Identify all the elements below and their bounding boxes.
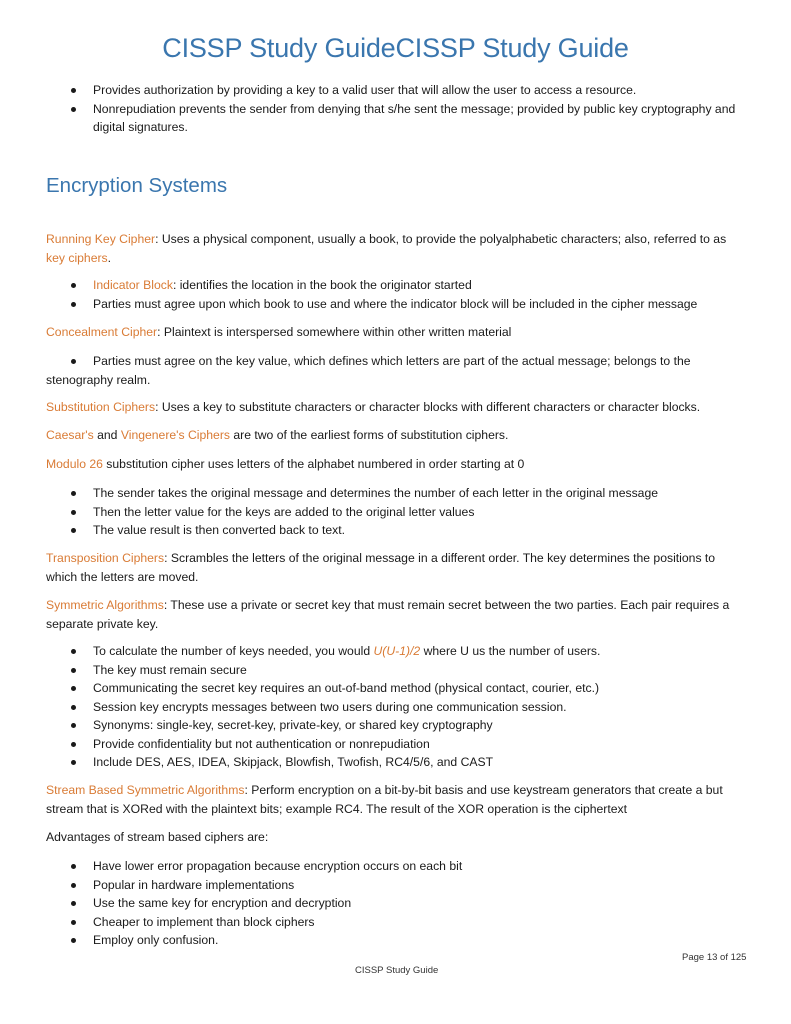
list-item: Provide confidentiality but not authentication or nonrepudiation [46,735,746,754]
concealment-paragraph [46,323,746,342]
page-title: CISSP Study GuideCISSP Study Guide [162,33,629,63]
term-vingeneres-ciphers: Vingenere's Ciphers [120,428,230,442]
list-item: Then the letter value for the keys are added to the original letter values [46,503,746,522]
formula-key-count: U(U-1)/2 [373,644,421,658]
paragraph-text: : Perform encryption on a bit-by-bit basis and use keystream generators that create a but stream that is XORed with the plaintext bits; example RC4. The result of the XOR operation is the ciphertext [46,783,723,816]
list-item: Session key encrypts messages between two users during one communication session. [46,698,746,717]
footer-title: CISSP Study Guide [355,965,439,976]
list-item: Synonyms: single-key, secret-key, private-key, or shared key cryptography [46,716,746,735]
list-item: Nonrepudiation prevents the sender from denying that s/he sent the message; provided by public key cryptography and digital signatures. [46,100,746,137]
paragraph-text: : Scrambles the letters of the original message in a different order. The key determines the positions to which the letters are moved. [46,551,716,584]
advantages-bullets [46,857,746,950]
list-item: The key must remain secure [46,661,746,680]
paragraph-text: are two of the earliest forms of substitution ciphers. [229,428,509,442]
caesar-paragraph [46,426,746,445]
stream-paragraph [46,781,746,818]
list-item [46,642,746,661]
paragraph-text: : These use a private or secret key that must remain secret between the two parties. Each pair requires a separate private key. [46,598,730,631]
list-item-text: Parties must agree on the key value, which defines which letters are part of the actual message; belongs to the stenography realm. [46,354,691,387]
list-item [46,276,746,295]
advantages-intro: Advantages of stream based ciphers are: [46,830,269,844]
list-item: The sender takes the original message and determines the number of each letter in the original message [46,484,746,503]
modulo-paragraph [46,455,746,474]
paragraph-text: substitution cipher uses letters of the alphabet numbered in order starting at 0 [102,457,525,471]
term-running-key-cipher: Running Key Cipher [46,232,156,246]
term-substitution-ciphers: Substitution Ciphers [46,400,156,414]
section-heading: Encryption Systems [46,174,228,197]
list-item-text: where U us the number of users. [420,644,601,658]
modulo-bullets [46,484,746,540]
symmetric-bullets [46,642,746,772]
paragraph-text: : Plaintext is interspersed somewhere within other written material [157,325,512,339]
term-modulo-26: Modulo 26 [46,457,103,471]
list-item: Have lower error propagation because encryption occurs on each bit [46,857,746,876]
term-stream-based-symmetric-algorithms: Stream Based Symmetric Algorithms [46,783,245,797]
list-item: Cheaper to implement than block ciphers [46,913,746,932]
term-transposition-ciphers: Transposition Ciphers [46,551,165,565]
paragraph-text: and [93,428,121,442]
paragraph-text: : Uses a key to substitute characters or character blocks with different characters or character blocks. [155,400,701,414]
list-item: The value result is then converted back to text. [46,521,746,540]
list-item: Popular in hardware implementations [46,876,746,895]
running-key-bullets [46,276,746,313]
list-item: Use the same key for encryption and decryption [46,894,746,913]
term-symmetric-algorithms: Symmetric Algorithms [46,598,164,612]
list-item [46,352,746,389]
running-key-paragraph [46,230,746,267]
substitution-paragraph [46,398,746,417]
term-key-ciphers: key ciphers [46,250,108,265]
page-number: Page 13 of 125 [682,952,747,963]
term-concealment-cipher: Concealment Cipher [46,325,158,339]
term-caesars: Caesar's [46,428,94,442]
list-item: Include DES, AES, IDEA, Skipjack, Blowfish, Twofish, RC4/5/6, and CAST [46,753,746,772]
list-item: Provides authorization by providing a key to a valid user that will allow the user to access a resource. [46,81,746,100]
term-indicator-block: Indicator Block [93,278,173,292]
list-item: Communicating the secret key requires an out-of-band method (physical contact, courier, etc.) [46,679,746,698]
list-item: Parties must agree upon which book to use and where the indicator block will be included in the cipher message [46,295,746,314]
list-item-text: : identifies the location in the book the originator started [172,278,472,292]
intro-bullet-list [46,81,746,137]
list-item-text: To calculate the number of keys needed, you would [93,644,374,658]
paragraph-text: . [107,250,112,265]
paragraph-text: : Uses a physical component, usually a book, to provide the polyalphabetic characters; also, referred to as [155,232,727,246]
symmetric-paragraph [46,596,746,633]
concealment-bullets [46,352,746,389]
list-item: Employ only confusion. [46,931,746,950]
transposition-paragraph [46,549,746,586]
